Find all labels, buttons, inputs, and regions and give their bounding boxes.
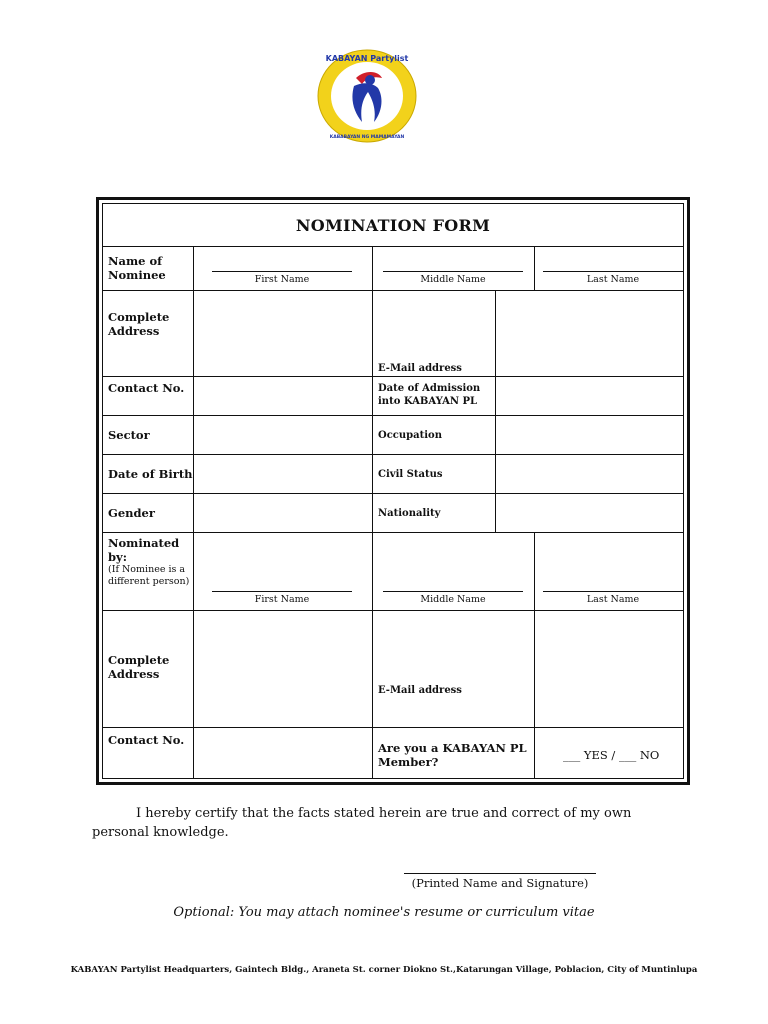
caption-nominator-last-name: Last Name: [586, 594, 640, 605]
label-nominated-by: Nominated by:: [108, 536, 180, 564]
label-gender: Gender: [108, 506, 155, 520]
footer-address: KABAYAN Partylist Headquarters, Gaintech Bldg., Araneta St. corner Diokno St.,Katarungan Village, Poblacion, City of Muntinlupa: [70, 965, 698, 975]
form-title: NOMINATION FORM: [103, 204, 683, 247]
label-date-of-admission: Date of Admission into KABAYAN PL: [378, 383, 481, 407]
label-nominator-contact-no: Contact No.: [108, 733, 185, 747]
nomination-form: [96, 197, 690, 785]
label-name-of-nominee: Name of Nominee: [108, 254, 166, 282]
label-occupation: Occupation: [378, 430, 442, 441]
label-kabayan-member: Are you a KABAYAN PL Member?: [378, 741, 527, 769]
nominator-first-name-line[interactable]: [212, 591, 352, 592]
label-nominator-email-address: E-Mail address: [378, 685, 462, 696]
first-name-line[interactable]: [212, 271, 352, 272]
certification-statement: I hereby certify that the facts stated herein are true and correct of my own personal knowledge.: [92, 806, 632, 840]
caption-first-name: First Name: [254, 274, 310, 285]
label-contact-no: Contact No.: [108, 381, 185, 395]
optional-note: Optional: You may attach nominee's resume or curriculum vitae: [173, 905, 595, 920]
kabayan-logo: [316, 48, 418, 144]
label-nationality: Nationality: [378, 508, 441, 519]
caption-nominator-middle-name: Middle Name: [420, 594, 486, 605]
signature-caption: (Printed Name and Signature): [411, 876, 589, 890]
middle-name-line[interactable]: [383, 271, 523, 272]
label-nominator-complete-address: Complete Address: [108, 653, 170, 681]
label-sector: Sector: [108, 428, 150, 442]
caption-middle-name: Middle Name: [420, 274, 486, 285]
label-civil-status: Civil Status: [378, 469, 443, 480]
caption-last-name: Last Name: [586, 274, 640, 285]
label-complete-address: Complete Address: [108, 310, 170, 338]
svg-text:KABABAYAN NG MAMAMAYAN: KABABAYAN NG MAMAMAYAN: [329, 135, 405, 140]
yes-no-option[interactable]: ___ YES / ___ NO: [563, 748, 660, 762]
nominator-last-name-line[interactable]: [543, 591, 683, 592]
label-date-of-birth: Date of Birth: [108, 467, 193, 481]
label-email-address: E-Mail address: [378, 363, 462, 374]
last-name-line[interactable]: [543, 271, 683, 272]
nominated-by-note: (If Nominee is a different person): [108, 564, 190, 587]
svg-text:KABAYAN Partylist: KABAYAN Partylist: [325, 54, 409, 63]
nominator-middle-name-line[interactable]: [383, 591, 523, 592]
signature-line[interactable]: [404, 873, 596, 874]
caption-nominator-first-name: First Name: [254, 594, 310, 605]
form-inner-border: [102, 203, 684, 779]
